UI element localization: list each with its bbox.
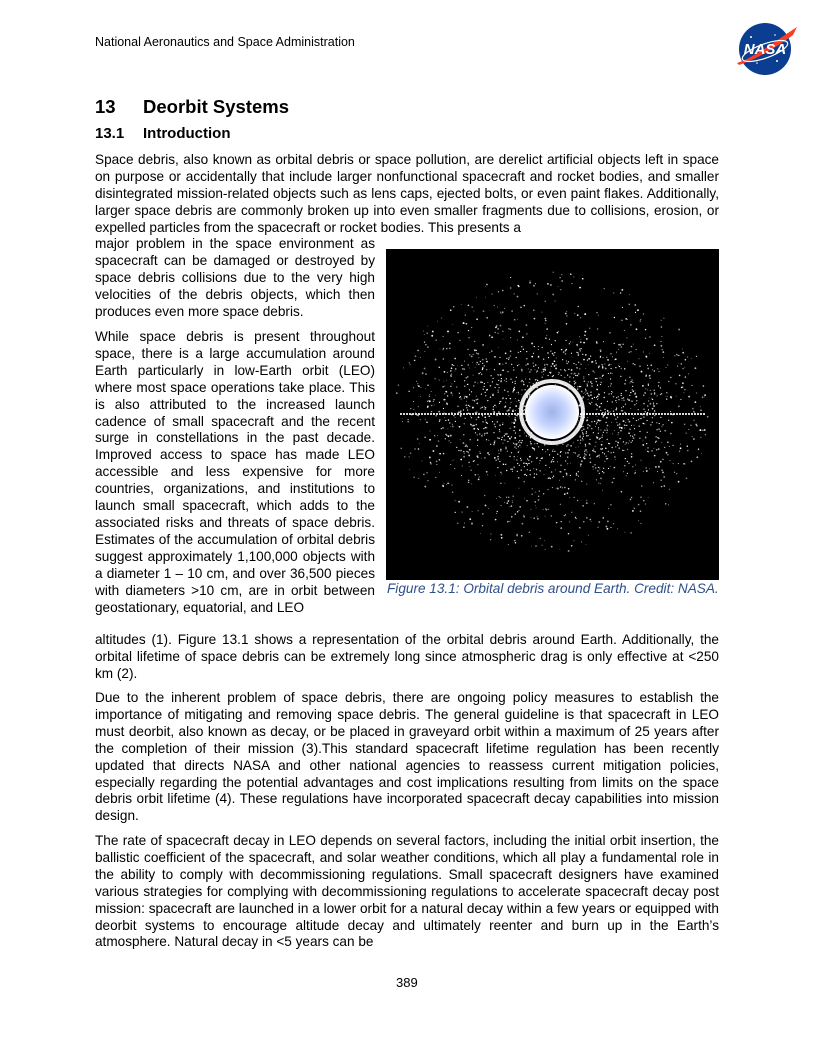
page-number: 389 [396,975,418,990]
earth-core [525,385,579,439]
paragraph-3: Due to the inherent problem of space debris, there are ongoing policy measures to establish the importance of mitigating and removing space debris. The general guideline is that spacecraft in LEO must deorbit, also known as decay, or be placed in graveyard orbit within a maximum of 25 years after the completion of their mission (3).This standard spacecraft lifetime regulation has been recently updated that directs NASA and other national agencies to reassess current mitigation policies, especially regarding the potential advantages and cost implications resulting from limits on the space debris orbit lifetime (4). These regulations have incorporated spacecraft decay capabilities into mission design. [95,690,719,824]
figure-caption: Figure 13.1: Orbital debris around Earth. Credit: NASA. [387,581,719,596]
subsection-title: Introduction [143,125,231,142]
section-title: Deorbit Systems [143,96,289,117]
nasa-logo [731,21,799,77]
paragraph-1b: major problem in the space environment as spacecraft can be damaged or destroyed by space debris collisions due to the very high velocities of the debris objects, which then produces even more space debris. [95,236,375,319]
section-heading [95,96,289,118]
svg-text:NASA: NASA [743,41,787,58]
paragraph-1a: Space debris, also known as orbital debris or space pollution, are derelict artificial objects left in space on purpose or accidentally that include larger nonfunctional spacecraft and rocket bodies, and smaller disintegrated mission-related objects such as lens caps, ejected bolts, or even paint flakes. Additionally, larger space debris are commonly broken up into even smaller fragments due to collisions, erosion, or expelled particles from the spacecraft or rocket bodies. This presents a [95,152,719,235]
paragraph-2a: While space debris is present throughout space, there is a large accumulation around Earth particularly in low-Earth orbit (LEO) where most space operations take place. This is also attributed to the increased launch cadence of small spacecraft and the recent surge in constellations in the past decade. Improved access to space has made LEO accessible and less expensive for more countries, organizations, and institutions to launch small spacecraft, which adds to the associated risks and threats of space debris. Estimates of the accumulation of orbital debris suggest approximately 1,100,000 objects with a diameter 1 – 10 cm, and over 36,500 pieces with diameters >10 cm, are in orbit between geostationary, equatorial, and LEO [95,329,375,615]
header-org: National Aeronautics and Space Administration [95,35,355,49]
paragraph-2b: altitudes (1). Figure 13.1 shows a representation of the orbital debris around Earth. Additionally, the orbital lifetime of space debris can be extremely long since atmospheric drag is only effective at <250 km (2). [95,632,719,681]
paragraph-4: The rate of spacecraft decay in LEO depends on several factors, including the initial orbit insertion, the ballistic coefficient of the spacecraft, and solar weather conditions, which all play a fundamental role in the ability to comply with decommissioning regulations. Small spacecraft designers have examined various strategies for complying with decommissioning regulations to accelerate spacecraft decay post mission: spacecraft are launched in a lower orbit for a natural decay within a few years or equipped with deorbit systems to encourage altitude decay and ultimately reenter and burn up in the Earth’s atmosphere. Natural decay in <5 years can be [95,833,719,950]
subsection-heading [95,125,230,142]
subsection-number: 13.1 [95,125,125,142]
orbital-debris-image [386,249,719,580]
orbital-debris-figure [386,249,719,580]
section-number: 13 [95,96,116,117]
